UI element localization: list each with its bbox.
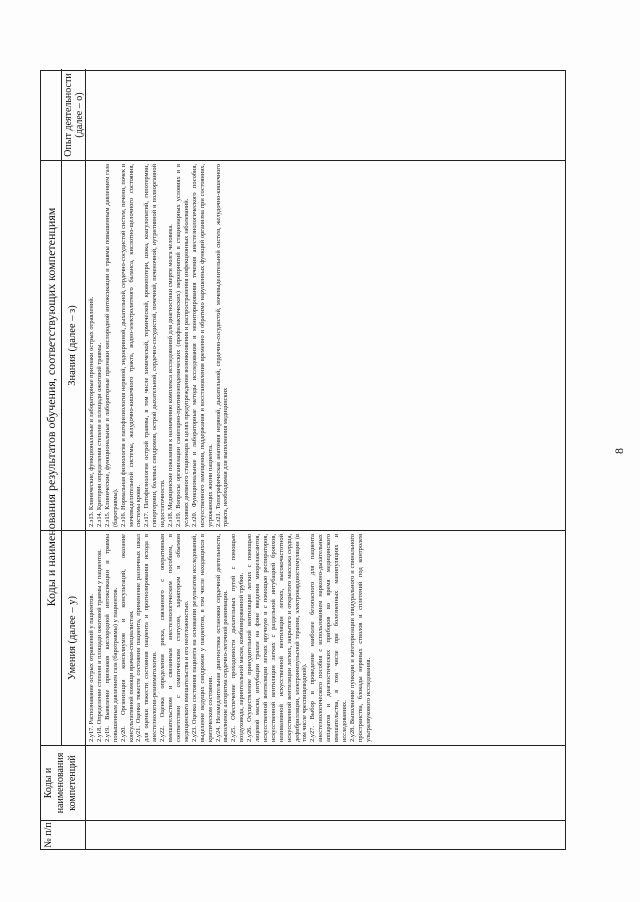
knowledge-item: 2.з18. Медицинские показания к назначению комплекса исследований для диагностики смерти мозга человека. [167, 224, 175, 527]
skill-item: 2.у18. Определение степени и площади ожоговой травмы у пациентов. [95, 549, 103, 742]
skill-item: 2.у22. Оценка определения риска, связанного с оперативным вмешательством и связанным анестезиологическим пособием, в соответствии с соматическим статусом, характером и объемом медицинского вмешательства и его неотложностью. [159, 534, 190, 742]
skill-item: 2.у26. Осуществление принудительной вентиляции легких с помощью лицевой маски, интубации трахеи на фоне введения миорелаксантов, искусственной вентиляции легких вручную и с помощью респираторов, искусственной вентиляции легких с раздельной интубацией бронхов, неинвазивной искусственной вентиляции легких, высокочастотной искусственной вентиляции легких, закрытого и открытого массажа сердца, дефибрилляции, электроимпульсной терапии, электрокардиостимуляции (в том числе чреспищеводной). [246, 534, 309, 742]
knowledge-item: 2.з19. Вопросы организации санитарно-противоэпидемических (профилактических) мероприятий в стационарных условиях и в условиях дневного стационара в целях предупреждения возникновения и распространения инфекционных заболеваний. [174, 164, 190, 527]
header-results-group: Коды и наименования результатов обучения, соответствующих компетенциям [44, 207, 58, 607]
knowledge-item: 2.з21. Топографическая анатомия нервной, дыхательной, сердечно-сосудистой, мочевыделительной систем, желудочно-кишечного тракта, необходимая для выполнения медицинских [214, 164, 230, 527]
skills-column [88, 534, 564, 742]
knowledge-column [88, 164, 564, 527]
skill-item: 2.у17. Распознавание острых отравлений у пациентов. [88, 593, 95, 742]
knowledge-item: 2.з20. Функциональные и лабораторные методы исследования и мониторирования течения анестезиологического пособия, искусственного замещения, поддержания и восстановления временно и обратимо нарушенных функций организма при состояниях, угрожающих жизни пациента. [190, 164, 214, 527]
skill-item: 2.у19. Выявление признаков кислородной интоксикации и травмы повышенным давлением газа (баротравмы) у пациентов. [103, 534, 119, 742]
knowledge-item: 2.з17. Патофизиология острой травмы, в том числе химической, термической, кровопотери, шока, коагулопатий, гипотермии, гипертермии, болевых синдромов, острой дыхательной, сердечно-сосудистой, почечной, печеночной, нутритивной и полиорганной недостаточности. [143, 164, 167, 527]
skill-item: 2.у20. Организация консилиумов и консультаций, оказание консультативной помощи врачам-специалистам. [119, 534, 135, 742]
page-number: 8 [612, 448, 626, 454]
knowledge-item: 2.з15. Клинические, функциональные и лабораторные признаки кислородной интоксикации и травмы повышенным давлением газа (баротравмы). [103, 164, 119, 527]
knowledge-item: 2.з14. Критерии определения степени и площади ожоговой травмы. [95, 342, 103, 527]
skill-item: 2.у25. Обеспечение проходимости дыхательных путей с помощью воздуховода, ларингеальной маски, комбинированной трубки. [230, 534, 246, 742]
col-divider [41, 745, 565, 746]
header-knowledge: Знания (далее – з) [67, 305, 78, 386]
skill-item: 2.у27. Выбор и проведение наиболее безопасного для пациента анестезиологического пособия с использованием наркозно-дыхательных аппаратов и диагностических приборов во время медицинского вмешательства, в том числе при болезненных манипуляциях и исследованиях. [309, 534, 348, 742]
col-divider [41, 160, 565, 161]
skill-item: 2.у28. Выполнение пункции и катетеризации эпидурального и спинального пространства, блокады нервных стволов и сплетений под контролем ультразвукового исследования. [348, 534, 372, 742]
competency-table [40, 70, 566, 850]
skill-item: 2.у24. Незамедлительная диагностика остановки сердечной деятельности, выполнение алгоритма сердечно-легочной реанимации. [214, 534, 230, 742]
skill-item: 2.у23. Оценка состояния пациента на основании результатов исследований, выделение ведущих синдромов у пациентов, в том числе находящихся в критическом состоянии. [190, 534, 214, 742]
col-divider [41, 820, 565, 821]
knowledge-item: 2.з16. Нормальная физиология и патофизиология нервной, эндокринной, дыхательной, сердечно-сосудистой систем, печени, почек и мочевыделительной системы, желудочно-кишечного тракта, водно-электролитного баланса, кислотно-щелочного состояния, системы крови. [119, 164, 143, 527]
header-skills: Умения (далее – у) [67, 596, 78, 680]
header-competency-code: Коды и наименования компетенций [43, 752, 78, 814]
header-number: № п/п [43, 822, 54, 848]
col-divider [41, 530, 565, 531]
header-divider [85, 69, 86, 849]
skill-item: 2.у21. Оценка тяжести состояния пациента, применение различных шкал для оценки тяжести состояния пациента и прогнозирования исхода в анестезиологии-реаниматологии. [135, 534, 159, 742]
header-experience: Опыт деятельности (далее – о) [63, 73, 85, 157]
knowledge-item: 2.з13. Клинические, функциональные и лабораторные признаки острых отравлений. [88, 296, 95, 527]
header-divider [61, 69, 62, 746]
